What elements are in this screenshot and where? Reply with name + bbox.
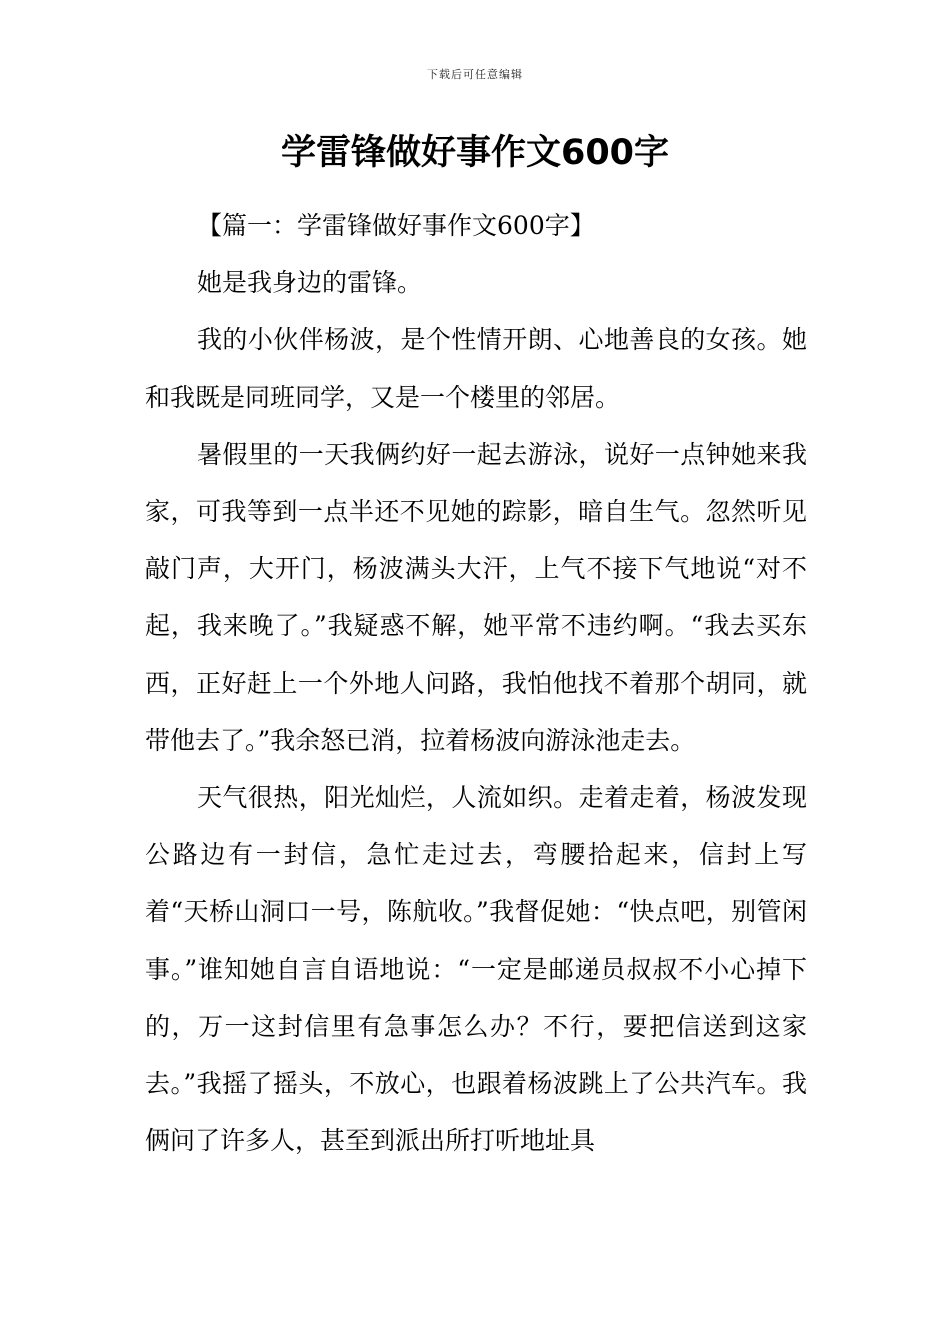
paragraph: 天气很热，阳光灿烂，人流如织。走着走着，杨波发现公路边有一封信，急忙走过去，弯腰拾起来，信封上写着“天桥山洞口一号，陈航收。”我督促她：“快点吧，别管闲事。”谁知她自言自语地说：“一定是邮递员叔叔不小心掉下的，万一这封信里有急事怎么办？不行，要把信送到这家去。”我摇了摇头，不放心，也跟着杨波跳上了公共汽车。我俩问了许多人，甚至到派出所打听地址具 [145,783,807,1156]
header-note: 下载后可任意编辑 [427,68,523,81]
section-heading: 【篇一：学雷锋做好事作文600字】 [197,211,595,240]
paragraph: 我的小伙伴杨波，是个性情开朗、心地善良的女孩。她和我既是同班同学，又是一个楼里的邻居。 [145,325,807,412]
paragraph: 暑假里的一天我俩约好一起去游泳，说好一点钟她来我家，可我等到一点半还不见她的踪影，暗自生气。忽然听见敲门声，大开门，杨波满头大汗，上气不接下气地说“对不起，我来晚了。”我疑惑不解，她平常不违约啊。“我去买东西，正好赶上一个外地人问路，我怕他找不着那个胡同，就带他去了。”我余怒已消，拉着杨波向游泳池走去。 [145,439,807,755]
essay-body [145,197,807,1169]
page-title: 学雷锋做好事作文600字 [280,133,670,173]
paragraph: 她是我身边的雷锋。 [197,268,423,298]
